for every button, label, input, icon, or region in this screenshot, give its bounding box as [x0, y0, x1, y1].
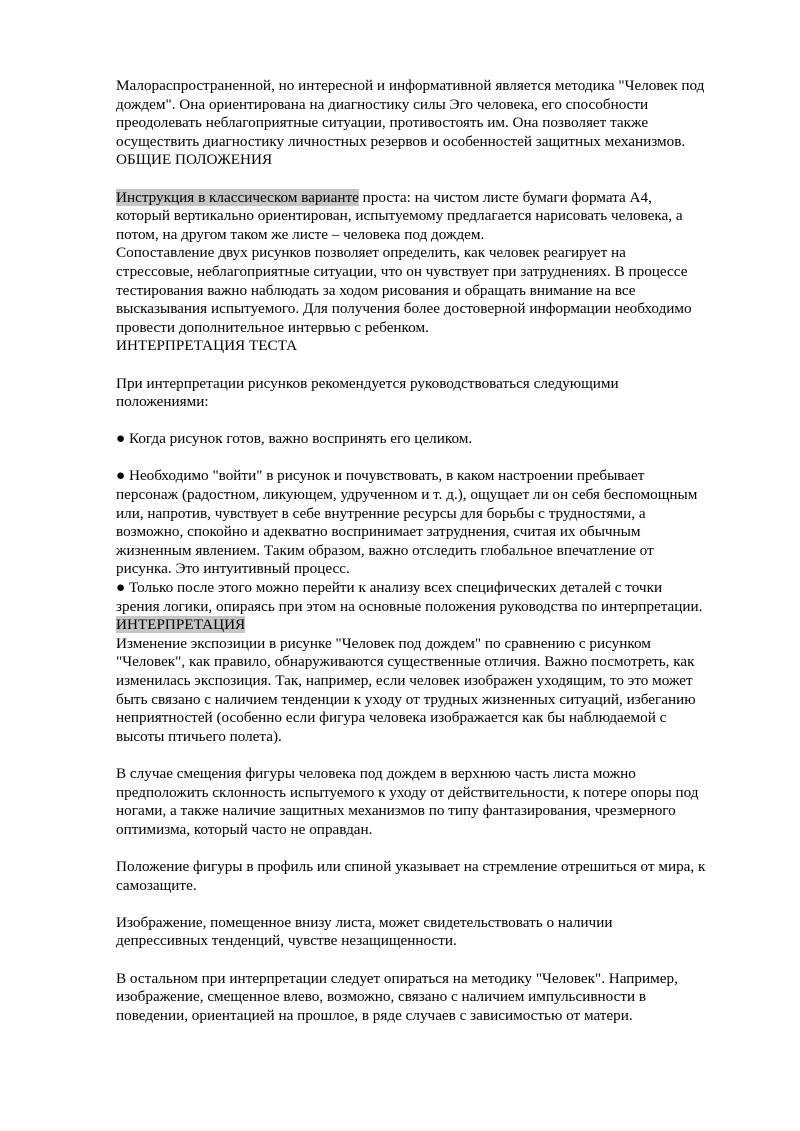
- heading-interpretation: [116, 616, 746, 635]
- heading-general: ОБЩИЕ ПОЛОЖЕНИЯ: [116, 151, 273, 169]
- blank-line: [116, 895, 746, 914]
- blank-line: [116, 951, 746, 970]
- blank-line: [116, 839, 746, 858]
- instruction-paragraph: [116, 189, 746, 245]
- blank-line: [116, 412, 746, 431]
- interpretation-intro: При интерпретации рисунков рекомендуется руководствоваться следующими положениями:: [116, 374, 619, 411]
- blank-line: [116, 746, 746, 765]
- blank-line: [116, 170, 746, 189]
- instruction-highlight: Инструкция в классическом варианте: [116, 188, 359, 206]
- profile-paragraph: Положение фигуры в профиль или спиной указывает на стремление отрешиться от мира, к самозащите.: [116, 857, 706, 894]
- instruction-text: проста: на чистом листе бумаги формата А4, который вертикально ориентирован, испытуемому предлагается нарисовать человека, а потом, на другом таком же листе – человека под дождем.: [116, 188, 683, 243]
- intro-paragraph: Малораспространенной, но интересной и информативной является методика "Человек под дождем". Она ориентирована на диагностику силы Эго человека, его способности преодолевать неблагоприятные ситуации, противостоять им. Она позволяет также осуществить диагностику личностных резервов и особенностей защитных механизмов.: [116, 77, 705, 150]
- bullet-item-2: ● Необходимо "войти" в рисунок и почувствовать, в каком настроении пребывает персонаж (радостном, ликующем, удрученном и т. д.), ощущает ли он себя беспомощным или, напротив, чувствует в себе внутренние ресурсы для борьбы с трудностями, а возможно, спокойно и адекватно воспринимает затруднения, считая их обычным жизненным явлением. Таким образом, важно отследить глобальное впечатление от рисунка. Это интуитивный процесс.: [116, 467, 698, 578]
- comparison-paragraph: Сопоставление двух рисунков позволяет определить, как человек реагирует на стрессовые, неблагоприятные ситуации, что он чувствует при затруднениях. В процессе тестирования важно наблюдать за ходом рисования и обращать внимание на все высказывания испытуемого. Для получения более достоверной информации необходимо провести дополнительное интервью с ребенком.: [116, 244, 692, 336]
- bottom-paragraph: Изображение, помещенное внизу листа, может свидетельствовать о наличии депрессивных тенденций, чувстве незащищенности.: [116, 913, 613, 950]
- bullet-item-1: ● Когда рисунок готов, важно воспринять его целиком.: [116, 430, 473, 448]
- document-body: [116, 77, 746, 1025]
- rest-paragraph: В остальном при интерпретации следует опираться на методику "Человек". Например, изображение, смещенное влево, возможно, связано с наличием импульсивности в поведении, ориентацией на прошлое, в ряде случаев с зависимостью от матери.: [116, 969, 678, 1024]
- heading-interpretation-text: ИНТЕРПРЕТАЦИЯ: [116, 616, 246, 634]
- blank-line: [116, 356, 746, 375]
- shift-up-paragraph: В случае смещения фигуры человека под дождем в верхнюю часть листа можно предположить склонность испытуемого к уходу от действительности, к потере опоры под ногами, а также наличие защитных механизмов по типу фантазирования, чрезмерного оптимизма, который часто не оправдан.: [116, 764, 699, 838]
- blank-line: [116, 449, 746, 468]
- heading-test-interpretation: ИНТЕРПРЕТАЦИЯ ТЕСТА: [116, 337, 298, 355]
- bullet-item-3: ● Только после этого можно перейти к анализу всех специфических деталей с точки зрения логики, опираясь при этом на основные положения руководства по интерпретации.: [116, 579, 703, 615]
- exposure-paragraph: Изменение экспозиции в рисунке "Человек под дождем" по сравнению с рисунком "Человек", как правило, обнаруживаются существенные отличия. Важно посмотреть, как изменилась экспозиция. Так, например, если человек изображен уходящим, то это может быть связано с наличием тенденции к уходу от трудных жизненных ситуаций, избеганию неприятностей (особенно если фигура человека изображается как бы наблюдаемой с высоты птичьего полета).: [116, 634, 696, 745]
